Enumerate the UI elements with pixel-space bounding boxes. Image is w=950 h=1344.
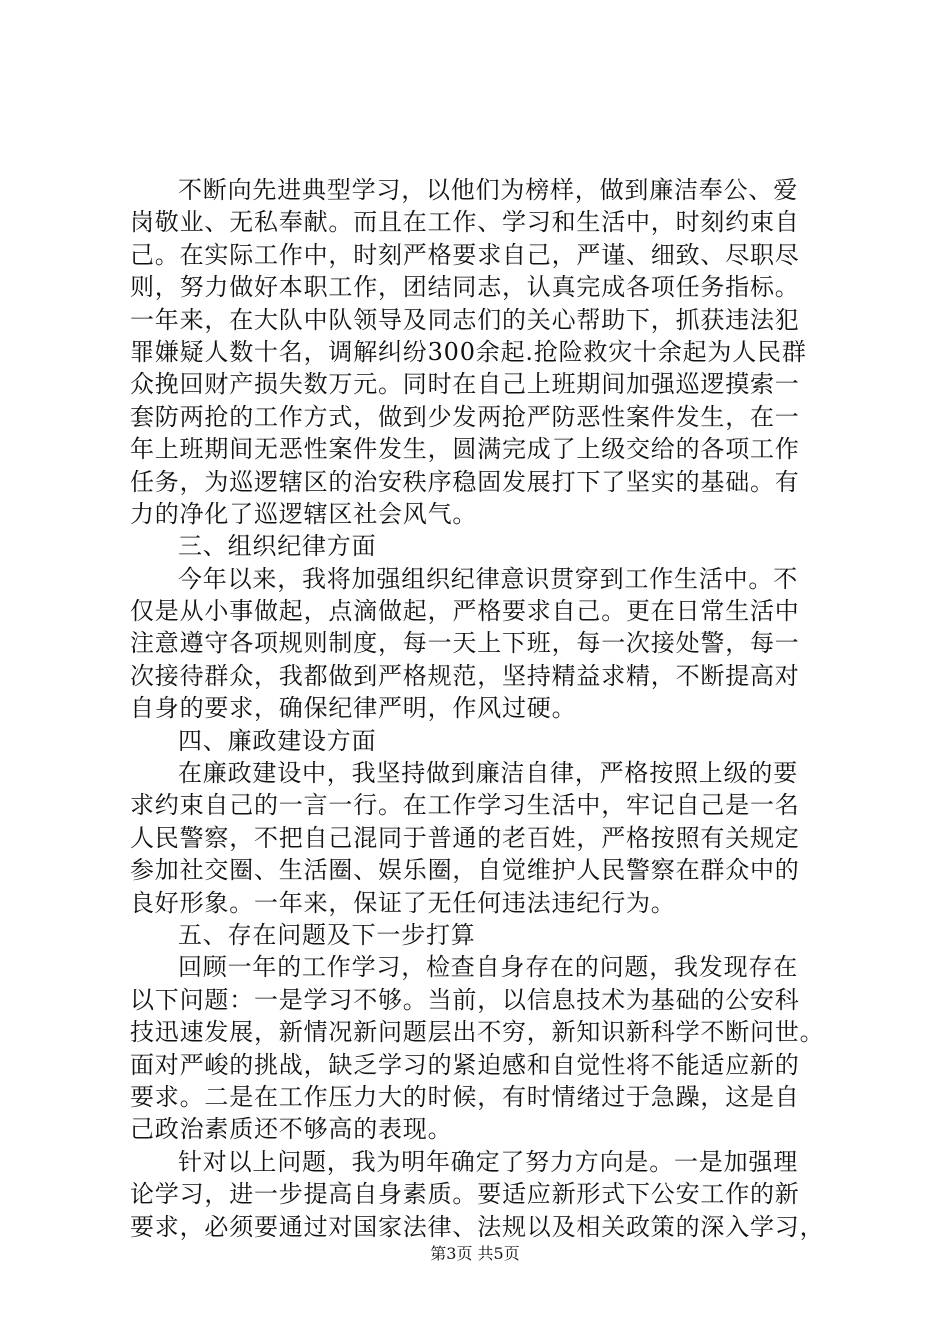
text-line: 面对严峻的挑战，缺乏学习的紧迫感和自觉性将不能适应新的 (130, 1050, 800, 1079)
text-line: 五、存在问题及下一步打算 (178, 920, 476, 949)
text-line: 回顾一年的工作学习，检查自身存在的问题，我发现存在 (178, 953, 798, 982)
text-line: 三、组织纪律方面 (178, 532, 377, 561)
text-line: 在廉政建设中，我坚持做到廉洁自律，严格按照上级的要 (178, 759, 798, 788)
text-line: 参加社交圈、生活圈、娱乐圈，自觉维护人民警察在群众中的 (130, 856, 800, 885)
document-body (130, 174, 830, 1243)
text-line: 一年来，在大队中队领导及同志们的关心帮助下，抓获违法犯 (130, 305, 800, 334)
text-line: 任务，为巡逻辖区的治安秩序稳固发展打下了坚实的基础。有 (130, 467, 800, 496)
text-line: 年上班期间无恶性案件发生，圆满完成了上级交给的各项工作 (130, 435, 800, 464)
text-line: 技迅速发展，新情况新问题层出不穷，新知识新科学不断问世。 (130, 1018, 825, 1047)
text-line: 次接待群众，我都做到严格规范，坚持精益求精，不断提高对 (130, 661, 800, 690)
page-footer: 第3页 共5页 (430, 1244, 520, 1263)
text-line: 论学习，进一步提高自身素质。要适应新形式下公安工作的新 (130, 1180, 800, 1209)
text-line: 己政治素质还不够高的表现。 (130, 1115, 453, 1144)
text-line: 罪嫌疑人数十名，调解纠纷300余起.抢险救灾十余起为人民群 (130, 337, 807, 366)
text-line: 岗敬业、无私奉献。而且在工作、学习和生活中，时刻约束自 (130, 208, 800, 237)
text-line: 套防两抢的工作方式，做到少发两抢严防恶性案件发生，在一 (130, 402, 800, 431)
text-line: 注意遵守各项规则制度，每一天上下班，每一次接处警，每一 (130, 629, 800, 658)
text-line: 针对以上问题，我为明年确定了努力方向是。一是加强理 (178, 1147, 798, 1176)
text-line: 不断向先进典型学习，以他们为榜样，做到廉洁奉公、爱 (178, 176, 798, 204)
text-line: 今年以来，我将加强组织纪律意识贯穿到工作生活中。不 (178, 564, 798, 593)
text-line: 要求，必须要通过对国家法律、法规以及相关政策的深入学习， (130, 1212, 825, 1241)
text-line: 良好形象。一年来，保证了无任何违法违纪行为。 (130, 888, 676, 917)
text-line: 以下问题：一是学习不够。当前，以信息技术为基础的公安科 (130, 985, 800, 1014)
text-line: 则，努力做好本职工作，团结同志，认真完成各项任务指标。 (130, 273, 800, 302)
text-line: 人民警察，不把自己混同于普通的老百姓，严格按照有关规定 (130, 823, 800, 852)
text-line: 仅是从小事做起，点滴做起，严格要求自己。更在日常生活中 (130, 597, 800, 626)
text-line: 自身的要求，确保纪律严明，作风过硬。 (130, 694, 577, 723)
text-line: 四、廉政建设方面 (178, 726, 377, 755)
text-line: 求约束自己的一言一行。在工作学习生活中，牢记自己是一名 (130, 791, 800, 820)
text-line: 力的净化了巡逻辖区社会风气。 (130, 499, 478, 528)
text-line: 要求。二是在工作压力大的时候，有时情绪过于急躁，这是自 (130, 1082, 800, 1111)
text-line: 众挽回财产损失数万元。同时在自己上班期间加强巡逻摸索一 (130, 370, 800, 399)
text-line: 己。在实际工作中，时刻严格要求自己，严谨、细致、尽职尽 (130, 240, 800, 269)
